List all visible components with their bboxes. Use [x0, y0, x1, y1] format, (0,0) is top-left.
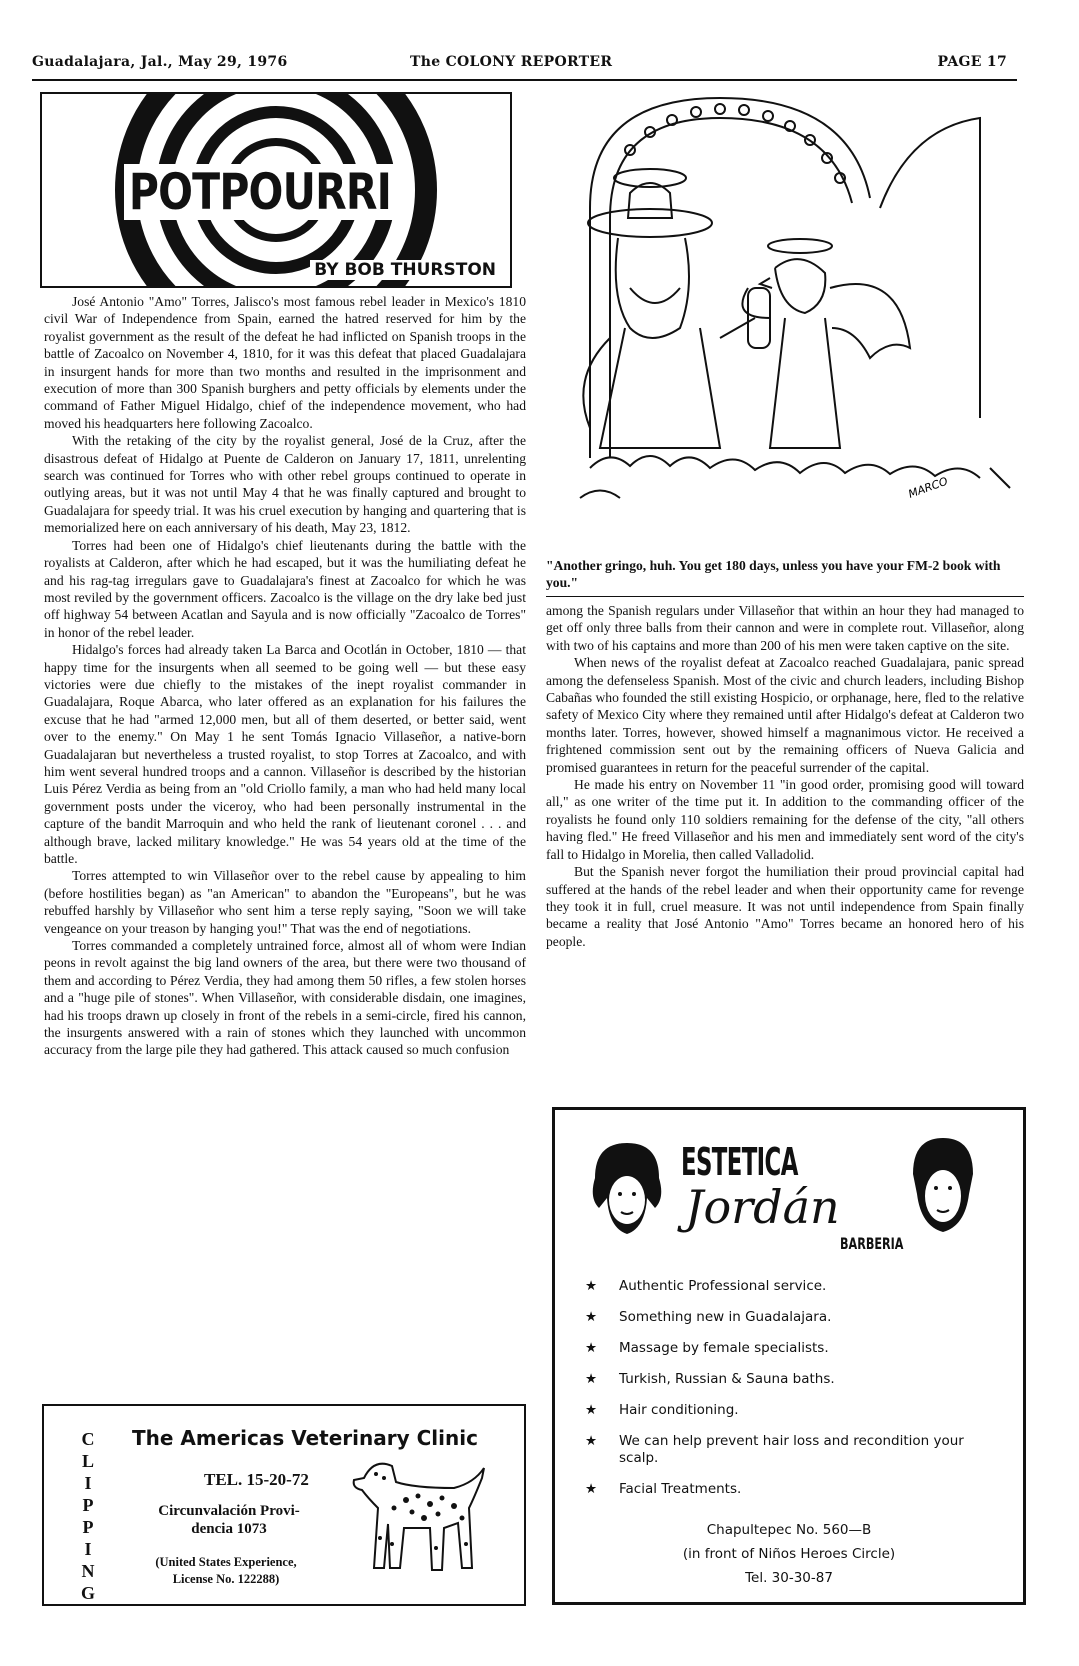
paragraph: Torres had been one of Hidalgo's chief lieutenants during the battle with the royalists at Calderon, after which he had escaped, but it was the humiliating defeat he and his rag-tag irregulars gave to Guadalajara's finest at Zacoalco for which he was most reviled by the government officers. Zacoalco is the village on the dry lake bed just off highway 54 between Acatlan and Sayula and is now officially "Zacoalco de Torres" in honor of the rebel leader.	[44, 537, 526, 640]
clipping-letter: P	[82, 1517, 94, 1537]
address-line: Chapultepec No. 560—B	[706, 1522, 872, 1538]
header-newspaper-name: The COLONY REPORTER	[410, 54, 613, 70]
column-title: POTPOURRI	[124, 164, 396, 220]
license-line: License No. 122288)	[172, 1572, 280, 1586]
service-label: Facial Treatments.	[619, 1481, 742, 1497]
estetica-jordan-ad	[552, 1107, 1026, 1605]
estetica-phone: Tel. 30-30-87	[745, 1570, 833, 1586]
caption-rule	[546, 596, 1024, 597]
clipping-letter: L	[81, 1451, 94, 1471]
woman-face-icon	[585, 1138, 669, 1242]
clipping-letter: C	[81, 1429, 95, 1449]
column-byline: BY BOB THURSTON	[310, 260, 500, 280]
dalmatian-dog-icon	[344, 1448, 494, 1588]
star-icon: ★	[585, 1340, 598, 1356]
star-icon: ★	[585, 1433, 598, 1449]
veterinary-clinic-ad	[42, 1404, 526, 1606]
clipping-letter: I	[84, 1473, 92, 1493]
cartoon-illustration	[570, 88, 1025, 546]
services-list	[585, 1278, 1005, 1512]
vet-clinic-license	[120, 1554, 332, 1588]
article-left-column	[44, 293, 526, 1059]
star-icon: ★	[585, 1278, 598, 1294]
list-item	[585, 1402, 1005, 1419]
list-item	[585, 1481, 1005, 1498]
license-line: (United States Experience,	[155, 1555, 297, 1569]
clipping-letter: P	[82, 1495, 94, 1515]
man-face-icon	[905, 1134, 981, 1238]
paragraph: With the retaking of the city by the royalist general, José de la Cruz, after the disastrous defeat of Hidalgo at Puente de Calderon on January 17, 1811, unrelenting search was continued for Torres who with other rebel groups continued to operate in outlying areas, but it was not until May 4 that he was finally captured and brought to Guadalajara for speedy trial. It was his cruel execution by hanging and quartering that is memorialized here on each anniversary of his death, May 23, 1812.	[44, 433, 526, 536]
address-line: (in front of Niños Heroes Circle)	[682, 1546, 896, 1562]
list-item	[585, 1433, 1005, 1467]
header-rule	[32, 79, 1017, 81]
clipping-letter: N	[81, 1561, 95, 1581]
service-label: We can help prevent hair loss and recondition your scalp.	[619, 1433, 964, 1466]
estetica-script-name: Jordán	[685, 1180, 840, 1234]
service-label: Massage by female specialists.	[619, 1340, 829, 1356]
article-right-column	[546, 602, 1024, 950]
paragraph: Torres attempted to win Villaseñor over to the rebel cause by appealing to him (before hostilities began) as "an American" to abandon the "Europeans", but he was rebuffed harshly by Villaseñor who sent him a terse reply saying, "Soon we will take vengeance on your treason by hanging you!" That was the end of negotiations.	[44, 868, 526, 936]
header-page-number: PAGE 17	[937, 54, 1007, 70]
estetica-title: ESTETICA	[681, 1140, 798, 1184]
service-label: Something new in Guadalajara.	[619, 1309, 832, 1325]
paragraph: among the Spanish regulars under Villaseñor that within an hour they had managed to get off only three balls from their cannon and were in complete rout. Villaseñor, along with two of his captains and more than 200 of his men were taken captive on the site.	[546, 603, 1024, 653]
list-item	[585, 1309, 1005, 1326]
star-icon: ★	[585, 1481, 598, 1497]
service-label: Hair conditioning.	[619, 1402, 739, 1418]
star-icon: ★	[585, 1309, 598, 1325]
clipping-letter: G	[80, 1583, 95, 1603]
address-line: Circunvalación Provi-	[158, 1503, 300, 1519]
paragraph: Torres commanded a completely untrained force, almost all of whom were Indian peons in revolt against the big land owners of the area, but there were two thousand of them and according to Pérez Verdia, they had among them 50 rifles, a few stolen horses and a "huge pile of stones". When Villaseñor, with considerable disdain, one imagines, had his troops drawn up closely in front of the rebels in a semi-circle, fired his cannon, the insurgents answered with a rain of stones which they launched with uncommon accuracy from the large pile they had gathered. This attack caused so much confusion	[44, 938, 526, 1058]
estetica-subtitle: BARBERIA	[840, 1234, 904, 1253]
address-line: dencia 1073	[191, 1521, 267, 1537]
vet-clinic-phone: TEL. 15-20-72	[204, 1470, 309, 1489]
cartoon-caption: "Another gringo, huh. You get 180 days, unless you have your FM-2 book with you."	[546, 558, 1001, 591]
paragraph: But the Spanish never forgot the humiliation their proud provincial capital had suffered at the hands of the rebel leader and when their opportunity came for revenge they took it in full, cruel measure. It was not until independence from Spain finally became a reality that José Antonio "Amo" Torres became an honored hero of his people.	[546, 864, 1024, 949]
header-date: Guadalajara, Jal., May 29, 1976	[32, 54, 288, 70]
vet-clinic-name: The Americas Veterinary Clinic	[132, 1426, 478, 1450]
clipping-letter: I	[84, 1539, 92, 1559]
service-label: Authentic Professional service.	[619, 1278, 827, 1294]
star-icon: ★	[585, 1371, 598, 1387]
paragraph: When news of the royalist defeat at Zacoalco reached Guadalajara, panic spread among the defenseless Spanish. Most of the civic and church leaders, including Bishop Cabañas who founded the still existing Hospicio, or orphanage, here, fled to the relative safety of Mexico City where they remained until after Hidalgo's defeat at Calderon two months later. Torres, however, showed himself a magnanimous victor. He received a frightened commission sent out by the remaining officers of Nueva Galicia and promised guarantees in return for the peaceful surrender of the capital.	[546, 655, 1024, 775]
potpourri-masthead	[40, 92, 512, 288]
service-label: Turkish, Russian & Sauna baths.	[619, 1371, 835, 1387]
paragraph: He made his entry on November 11 "in good order, promising good will toward all," as one writer of the time put it. In addition to the commanding officer of the royalists he found only 110 soldiers remaining for the defense of the city, "all others having fled." He freed Villaseñor and his men and immediately sent word of the city's fall to Hidalgo in Morelia, then called Valladolid.	[546, 777, 1024, 862]
list-item	[585, 1371, 1005, 1388]
paragraph: Hidalgo's forces had already taken La Barca and Ocotlán in October, 1810 — that happy time for the insurgents when all seemed to be going well — but these easy victories were due chiefly to the mistakes of the inept royalist commander in Guadalajara, Roque Abarca, who later offered as an explanation for his failures the excuse that he had "armed 12,000 men, but all of them deserted, or better said, went over to the enemy." On May 1 he sent Tomás Ignacio Villaseñor, a native-born Guadalajaran but nevertheless a trusted royalist, to stop Torres at Zacoalco, and with him went several hundred troops and a cannon. Villaseñor is described by the historian Luis Pérez Verdia as being from an "old Criollo family, a man who had held many local government posts under the viceroy, who had been personally instrumental in the capture of the bandit Marroquin and who held the rank of lieutenant coronel . . . and although brave, lacked military knowledge." He was 54 years old at the time of the battle.	[44, 642, 526, 866]
estetica-address	[555, 1518, 1023, 1590]
star-icon: ★	[585, 1402, 598, 1418]
list-item	[585, 1340, 1005, 1357]
paragraph: José Antonio "Amo" Torres, Jalisco's most famous rebel leader in Mexico's 1810 civil War of Independence from Spain, earned the hatred reserved for him by the royalist government as the result of the defeat he had inflicted on Spanish troops in the battle of Zacoalco on November 4, 1810, for it was this defeat that placed Guadalajara in insurgent hands for more than two months and resulted in the imprisonment and execution of more than 300 Spanish burghers and petty officials by elements under the command of Father Miguel Hidalgo, chief of the independence movement, who had moved his headquarters here following Zacoalco.	[44, 294, 526, 431]
list-item	[585, 1278, 1005, 1295]
clipping-vertical-label	[80, 1428, 96, 1604]
cartoonist-signature: MARCO	[906, 474, 950, 501]
vet-clinic-address	[134, 1502, 324, 1538]
